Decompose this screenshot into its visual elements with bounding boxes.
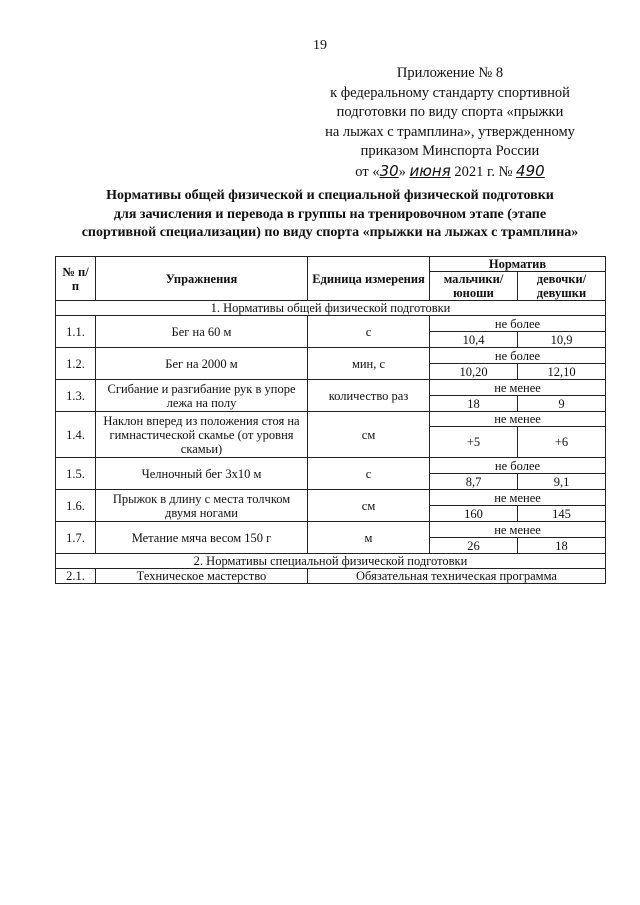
row-num: 1.3.: [56, 380, 96, 412]
row-exercise: Метание мяча весом 150 г: [96, 522, 308, 554]
row-exercise: Наклон вперед из положения стоя на гимнастической скамье (от уровня скамьи): [96, 412, 308, 458]
appendix-line: приказом Минспорта России: [360, 143, 540, 159]
row-num: 1.6.: [56, 490, 96, 522]
row-2-1-program: Обязательная техническая программа: [308, 569, 606, 584]
date-separator: »: [398, 163, 406, 180]
row-condition: не более: [430, 348, 606, 364]
row-num: 1.4.: [56, 412, 96, 458]
row-girls-value: 9,1: [518, 474, 606, 490]
date-day-handwritten: 30: [379, 161, 399, 180]
table-row: [56, 316, 606, 332]
row-boys-value: 10,20: [430, 364, 518, 380]
row-girls-value: 9: [518, 396, 606, 412]
row-girls-value: 10,9: [518, 332, 606, 348]
row-boys-value: 160: [430, 506, 518, 522]
date-year: 2021 г. №: [454, 163, 513, 180]
row-girls-value: 145: [518, 506, 606, 522]
row-2-1-num: 2.1.: [56, 569, 96, 584]
row-condition: не менее: [430, 490, 606, 506]
row-unit: см: [308, 412, 430, 458]
row-num: 1.5.: [56, 458, 96, 490]
appendix-line: к федеральному стандарту спортивной: [330, 84, 570, 101]
appendix-title: Приложение № 8: [396, 65, 504, 81]
row-unit: м: [308, 522, 430, 554]
header-unit: Единица измерения: [308, 257, 430, 301]
row-exercise: Прыжок в длину с места толчком двумя ногами: [96, 490, 308, 522]
row-boys-value: +5: [430, 427, 518, 458]
row-unit: мин, с: [308, 348, 430, 380]
appendix-line: подготовки по виду спорта «прыжки: [336, 104, 564, 120]
header-girls: девочки/ девушки: [518, 272, 606, 301]
row-2-1-exercise: Техническое мастерство: [96, 569, 308, 584]
row-condition: не менее: [430, 380, 606, 396]
appendix-line: на лыжах с трамплина», утвержденному: [325, 123, 575, 140]
document-title: [40, 187, 620, 243]
row-exercise: Сгибание и разгибание рук в упоре лежа на полу: [96, 380, 308, 412]
header-norm: Норматив: [430, 257, 606, 272]
page-number: 19: [313, 38, 327, 53]
header-boys: мальчики/ юноши: [430, 272, 518, 301]
header-exercise: Упражнения: [96, 257, 308, 301]
row-girls-value: 12,10: [518, 364, 606, 380]
table-row: [56, 522, 606, 538]
norms-table: [55, 256, 606, 584]
row-boys-value: 8,7: [430, 474, 518, 490]
row-boys-value: 10,4: [430, 332, 518, 348]
row-exercise: Бег на 2000 м: [96, 348, 308, 380]
row-exercise: Челночный бег 3x10 м: [96, 458, 308, 490]
row-girls-value: 18: [518, 538, 606, 554]
title-line: для зачисления и перевода в группы на тренировочном этапе (этапе: [113, 206, 547, 222]
appendix-block: [300, 64, 600, 182]
date-month-handwritten: июня: [409, 161, 451, 180]
table-row: [56, 380, 606, 396]
row-condition: не более: [430, 458, 606, 474]
title-line: спортивной специализации) по виду спорта «прыжки на лыжах с трамплина»: [81, 225, 579, 240]
row-condition: не менее: [430, 412, 606, 427]
row-num: 1.1.: [56, 316, 96, 348]
date-prefix: от «: [355, 163, 380, 180]
table-row: [56, 490, 606, 506]
row-unit: количество раз: [308, 380, 430, 412]
row-boys-value: 18: [430, 396, 518, 412]
section-2-title: 2. Нормативы специальной физической подготовки: [56, 554, 606, 569]
header-num: № п/п: [56, 257, 96, 301]
row-num: 1.7.: [56, 522, 96, 554]
table-row: [56, 458, 606, 474]
section-1-title: 1. Нормативы общей физической подготовки: [56, 301, 606, 316]
row-condition: не менее: [430, 522, 606, 538]
title-line: Нормативы общей физической и специальной физической подготовки: [106, 188, 554, 203]
table-row: [56, 412, 606, 427]
order-number-handwritten: 490: [516, 161, 545, 180]
row-unit: с: [308, 458, 430, 490]
row-girls-value: +6: [518, 427, 606, 458]
row-condition: не более: [430, 316, 606, 332]
row-unit: см: [308, 490, 430, 522]
rows-body: [56, 316, 606, 554]
row-boys-value: 26: [430, 538, 518, 554]
row-exercise: Бег на 60 м: [96, 316, 308, 348]
row-num: 1.2.: [56, 348, 96, 380]
appendix-date-line: [300, 162, 600, 183]
table-row: [56, 348, 606, 364]
row-unit: с: [308, 316, 430, 348]
